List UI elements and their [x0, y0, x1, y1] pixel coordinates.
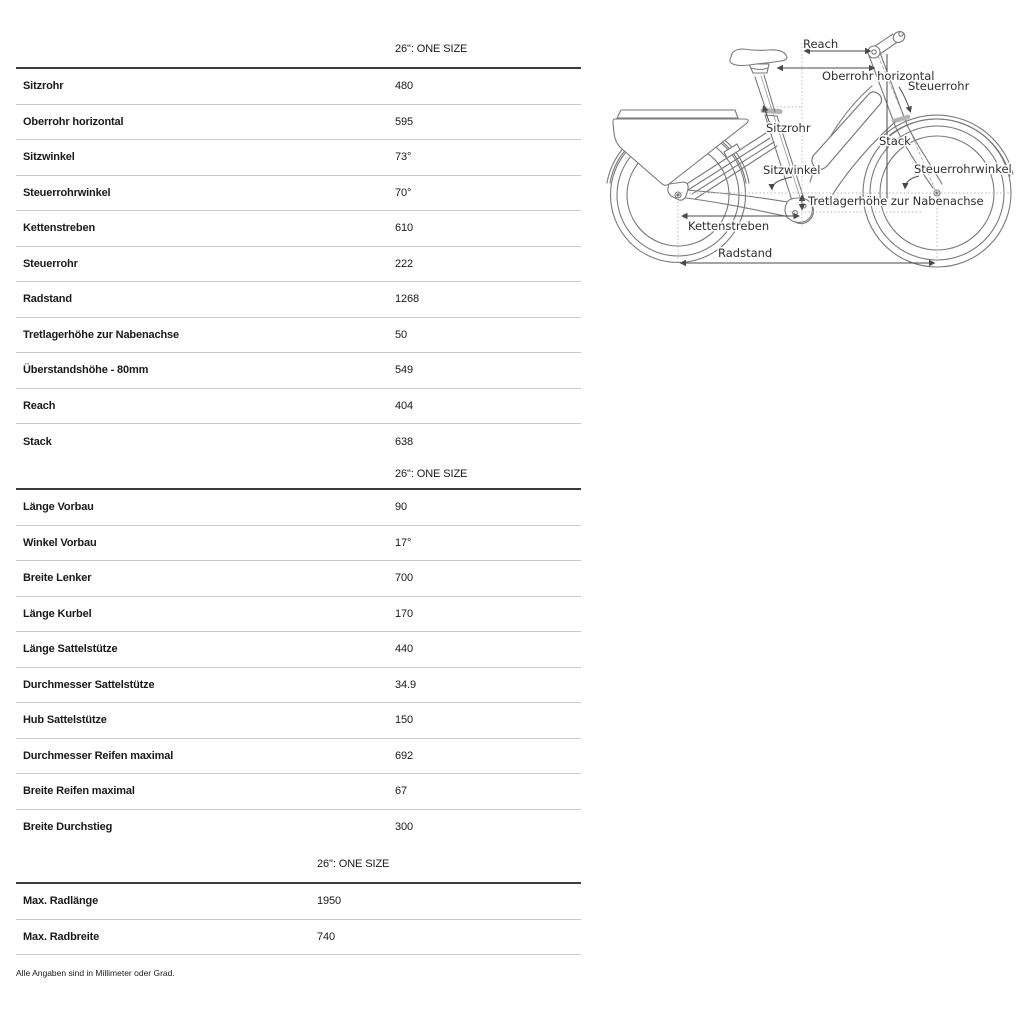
- spec-label: Oberrohr horizontal: [23, 115, 124, 128]
- label-steuerrohrwinkel: Steuerrohrwinkel: [914, 162, 1012, 176]
- spec-label: Steuerrohr: [23, 257, 78, 270]
- size-header: 26": ONE SIZE: [395, 467, 468, 480]
- fork-crown: [894, 117, 908, 121]
- cargo-box-lid: [617, 110, 738, 118]
- spec-value: 90: [395, 501, 408, 514]
- label-oberrohr: Oberrohr horizontal: [822, 69, 935, 83]
- spec-label: Sitzrohr: [23, 80, 64, 93]
- geometry-section: [16, 30, 581, 460]
- label-radstand: Radstand: [718, 246, 773, 260]
- bike-geometry-diagram: [600, 20, 1020, 280]
- spec-label: Durchmesser Reifen maximal: [23, 749, 174, 762]
- spec-label: Überstandshöhe - 80mm: [23, 364, 149, 377]
- table-row: [16, 920, 581, 956]
- saddle: [730, 49, 787, 66]
- spec-label: Radstand: [23, 293, 72, 306]
- spec-value: 67: [395, 785, 408, 798]
- spec-label: Kettenstreben: [23, 222, 96, 235]
- spec-label: Winkel Vorbau: [23, 536, 97, 549]
- steuerrohrwinkel-arc: [905, 176, 919, 189]
- size-header-row: [16, 460, 581, 491]
- size-header-row: [16, 845, 581, 884]
- spec-label: Max. Radlänge: [23, 895, 99, 908]
- spec-value: 440: [395, 643, 414, 656]
- label-steuerrohr: Steuerrohr: [908, 79, 970, 93]
- spec-label: Max. Radbreite: [23, 930, 100, 943]
- table-row: [16, 668, 581, 704]
- geometry-spec-table: [16, 30, 581, 978]
- table-row: [16, 810, 581, 846]
- spec-value: 692: [395, 749, 414, 762]
- spec-label: Länge Kurbel: [23, 607, 92, 620]
- max-dimensions-rows: [16, 884, 581, 955]
- handlebar-grip: [891, 29, 907, 44]
- label-kettenstreben: Kettenstreben: [688, 219, 770, 233]
- spec-value: 70°: [395, 186, 412, 199]
- spec-value: 740: [317, 930, 336, 943]
- spec-value: 700: [395, 572, 414, 585]
- spec-label: Stack: [23, 435, 52, 448]
- spec-label: Sitzwinkel: [23, 151, 75, 164]
- table-row: [16, 490, 581, 526]
- sitzwinkel-arc: [772, 177, 792, 190]
- geometry-rows: [16, 69, 581, 460]
- size-header: 26": ONE SIZE: [395, 42, 468, 55]
- table-row: [16, 703, 581, 739]
- table-row: [16, 69, 581, 105]
- table-row: [16, 561, 581, 597]
- spec-value: 170: [395, 607, 414, 620]
- spec-label: Breite Reifen maximal: [23, 785, 135, 798]
- table-row: [16, 884, 581, 920]
- table-row: [16, 318, 581, 354]
- components-section: [16, 460, 581, 846]
- spec-value: 549: [395, 364, 414, 377]
- table-row: [16, 211, 581, 247]
- table-row: [16, 739, 581, 775]
- size-header: 26": ONE SIZE: [317, 857, 390, 870]
- spec-label: Durchmesser Sattelstütze: [23, 678, 155, 691]
- spec-value: 480: [395, 80, 414, 93]
- max-dimensions-section: [16, 845, 581, 955]
- size-header-row: [16, 30, 581, 69]
- spec-label: Reach: [23, 399, 56, 412]
- table-row: [16, 774, 581, 810]
- table-row: [16, 140, 581, 176]
- spec-value: 300: [395, 821, 414, 834]
- spec-value: 34.9: [395, 678, 417, 691]
- label-tretlagerhoehe: Tretlagerhöhe zur Nabenachse: [808, 194, 984, 208]
- components-rows: [16, 490, 581, 845]
- spec-value: 1950: [317, 895, 342, 908]
- table-row: [16, 424, 581, 460]
- label-stack: Stack: [879, 134, 911, 148]
- label-sitzwinkel: Sitzwinkel: [763, 163, 821, 177]
- table-row: [16, 526, 581, 562]
- spec-value: 50: [395, 328, 408, 341]
- spec-value: 1268: [395, 293, 420, 306]
- table-row: [16, 597, 581, 633]
- spec-label: Breite Lenker: [23, 572, 92, 585]
- spec-value: 404: [395, 399, 414, 412]
- seatpost: [755, 77, 767, 113]
- label-reach: Reach: [803, 37, 839, 51]
- table-row: [16, 353, 581, 389]
- units-footnote: Alle Angaben sind in Millimeter oder Grad.: [16, 968, 175, 978]
- spec-label: Tretlagerhöhe zur Nabenachse: [23, 328, 179, 341]
- spec-value: 150: [395, 714, 414, 727]
- spec-value: 595: [395, 115, 414, 128]
- spec-value: 610: [395, 222, 414, 235]
- spec-value: 17°: [395, 536, 412, 549]
- battery: [812, 92, 882, 169]
- table-row: [16, 282, 581, 318]
- spec-label: Länge Sattelstütze: [23, 643, 118, 656]
- spec-label: Breite Durchstieg: [23, 821, 113, 834]
- spec-label: Steuerrohrwinkel: [23, 186, 111, 199]
- spec-value: 638: [395, 435, 414, 448]
- label-sitzrohr: Sitzrohr: [766, 121, 811, 135]
- spec-value: 73°: [395, 151, 412, 164]
- table-row: [16, 176, 581, 212]
- table-row: [16, 632, 581, 668]
- table-row: [16, 105, 581, 141]
- spec-label: Länge Vorbau: [23, 501, 94, 514]
- table-row: [16, 389, 581, 425]
- stem-cap: [868, 46, 880, 58]
- spec-label: Hub Sattelstütze: [23, 714, 107, 727]
- spec-value: 222: [395, 257, 414, 270]
- table-row: [16, 247, 581, 283]
